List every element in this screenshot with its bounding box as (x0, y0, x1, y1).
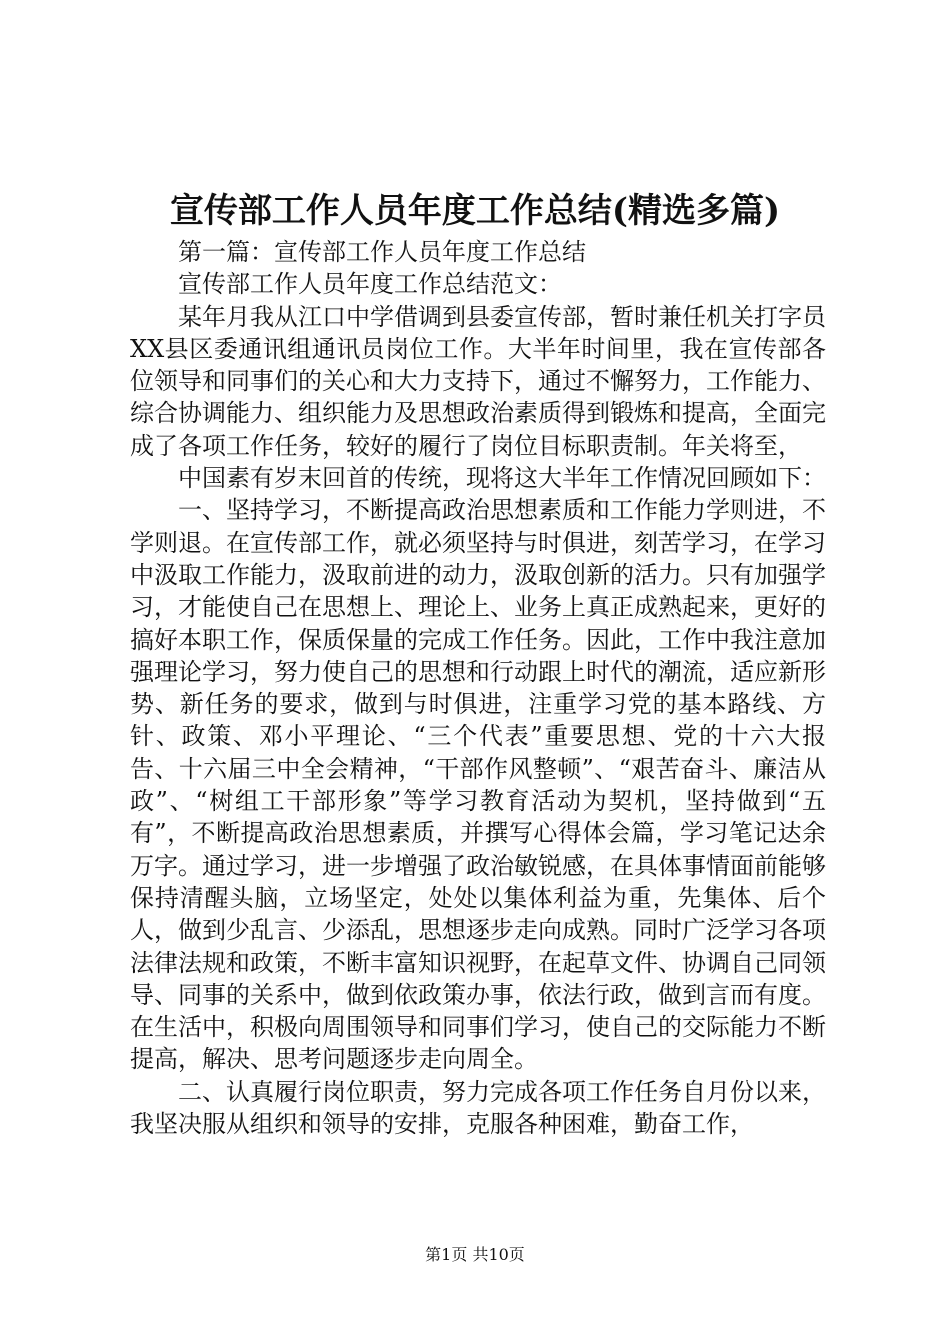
paragraph-section-two: 二、认真履行岗位职责，努力完成各项工作任务自月份以来，我坚决服从组织和领导的安排，克服各种困难，勤奋工作， (130, 1077, 826, 1139)
document-title: 宣传部工作人员年度工作总结(精选多篇) (169, 191, 781, 231)
paragraph-chapter-heading: 第一篇：宣传部工作人员年度工作总结 (178, 238, 586, 266)
paragraph-intro: 某年月我从江口中学借调到县委宣传部，暂时兼任机关打字员XX县区委通讯组通讯员岗位工作。大半年时间里，我在宣传部各位领导和同事们的关心和大力支持下，通过不懈努力，工作能力、综合协调能力、组织能力及思想政治素质得到锻炼和提高，全面完成了各项工作任务，较好的履行了岗位目标职责制。年关将至， (130, 302, 826, 460)
document-body (130, 236, 826, 1140)
paragraph-sample-heading: 宣传部工作人员年度工作总结范文： (178, 270, 562, 299)
paragraph-review: 中国素有岁末回首的传统，现将这大半年工作情况回顾如下： (178, 464, 826, 493)
paragraph-section-one: 一、坚持学习，不断提高政治思想素质和工作能力学则进，不学则退。在宣传部工作，就必须坚持与时俱进，刻苦学习，在学习中汲取工作能力，汲取前进的动力，汲取创新的活力。只有加强学习，才能使自己在思想上、理论上、业务上真正成熟起来，更好的搞好本职工作，保质保量的完成工作任务。因此，工作中我注意加强理论学习，努力使自己的思想和行动跟上时代的潮流，适应新形势、新任务的要求，做到与时俱进，注重学习党的基本路线、方针、政策、邓小平理论、“三个代表”重要思想、党的十六大报告、十六届三中全会精神，“干部作风整顿”、“艰苦奋斗、廉洁从政”、“树组工干部形象”等学习教育活动为契机，坚持做到“五有”，不断提高政治思想素质，并撰写心得体会篇，学习笔记达余万字。通过学习，进一步增强了政治敏锐感，在具体事情面前能够保持清醒头脑，立场坚定，处处以集体利益为重，先集体、后个人，做到少乱言、少添乱，思想逐步走向成熟。同时广泛学习各项法律法规和政策，不断丰富知识视野，在起草文件、协调自己同领导、同事的关系中，做到依政策办事，依法行政，做到言而有度。在生活中，积极向周围领导和同事们学习，使自己的交际能力不断提高，解决、思考问题逐步走向周全。 (130, 496, 826, 1074)
page-footer: 第1页 共10页 (425, 1245, 525, 1264)
